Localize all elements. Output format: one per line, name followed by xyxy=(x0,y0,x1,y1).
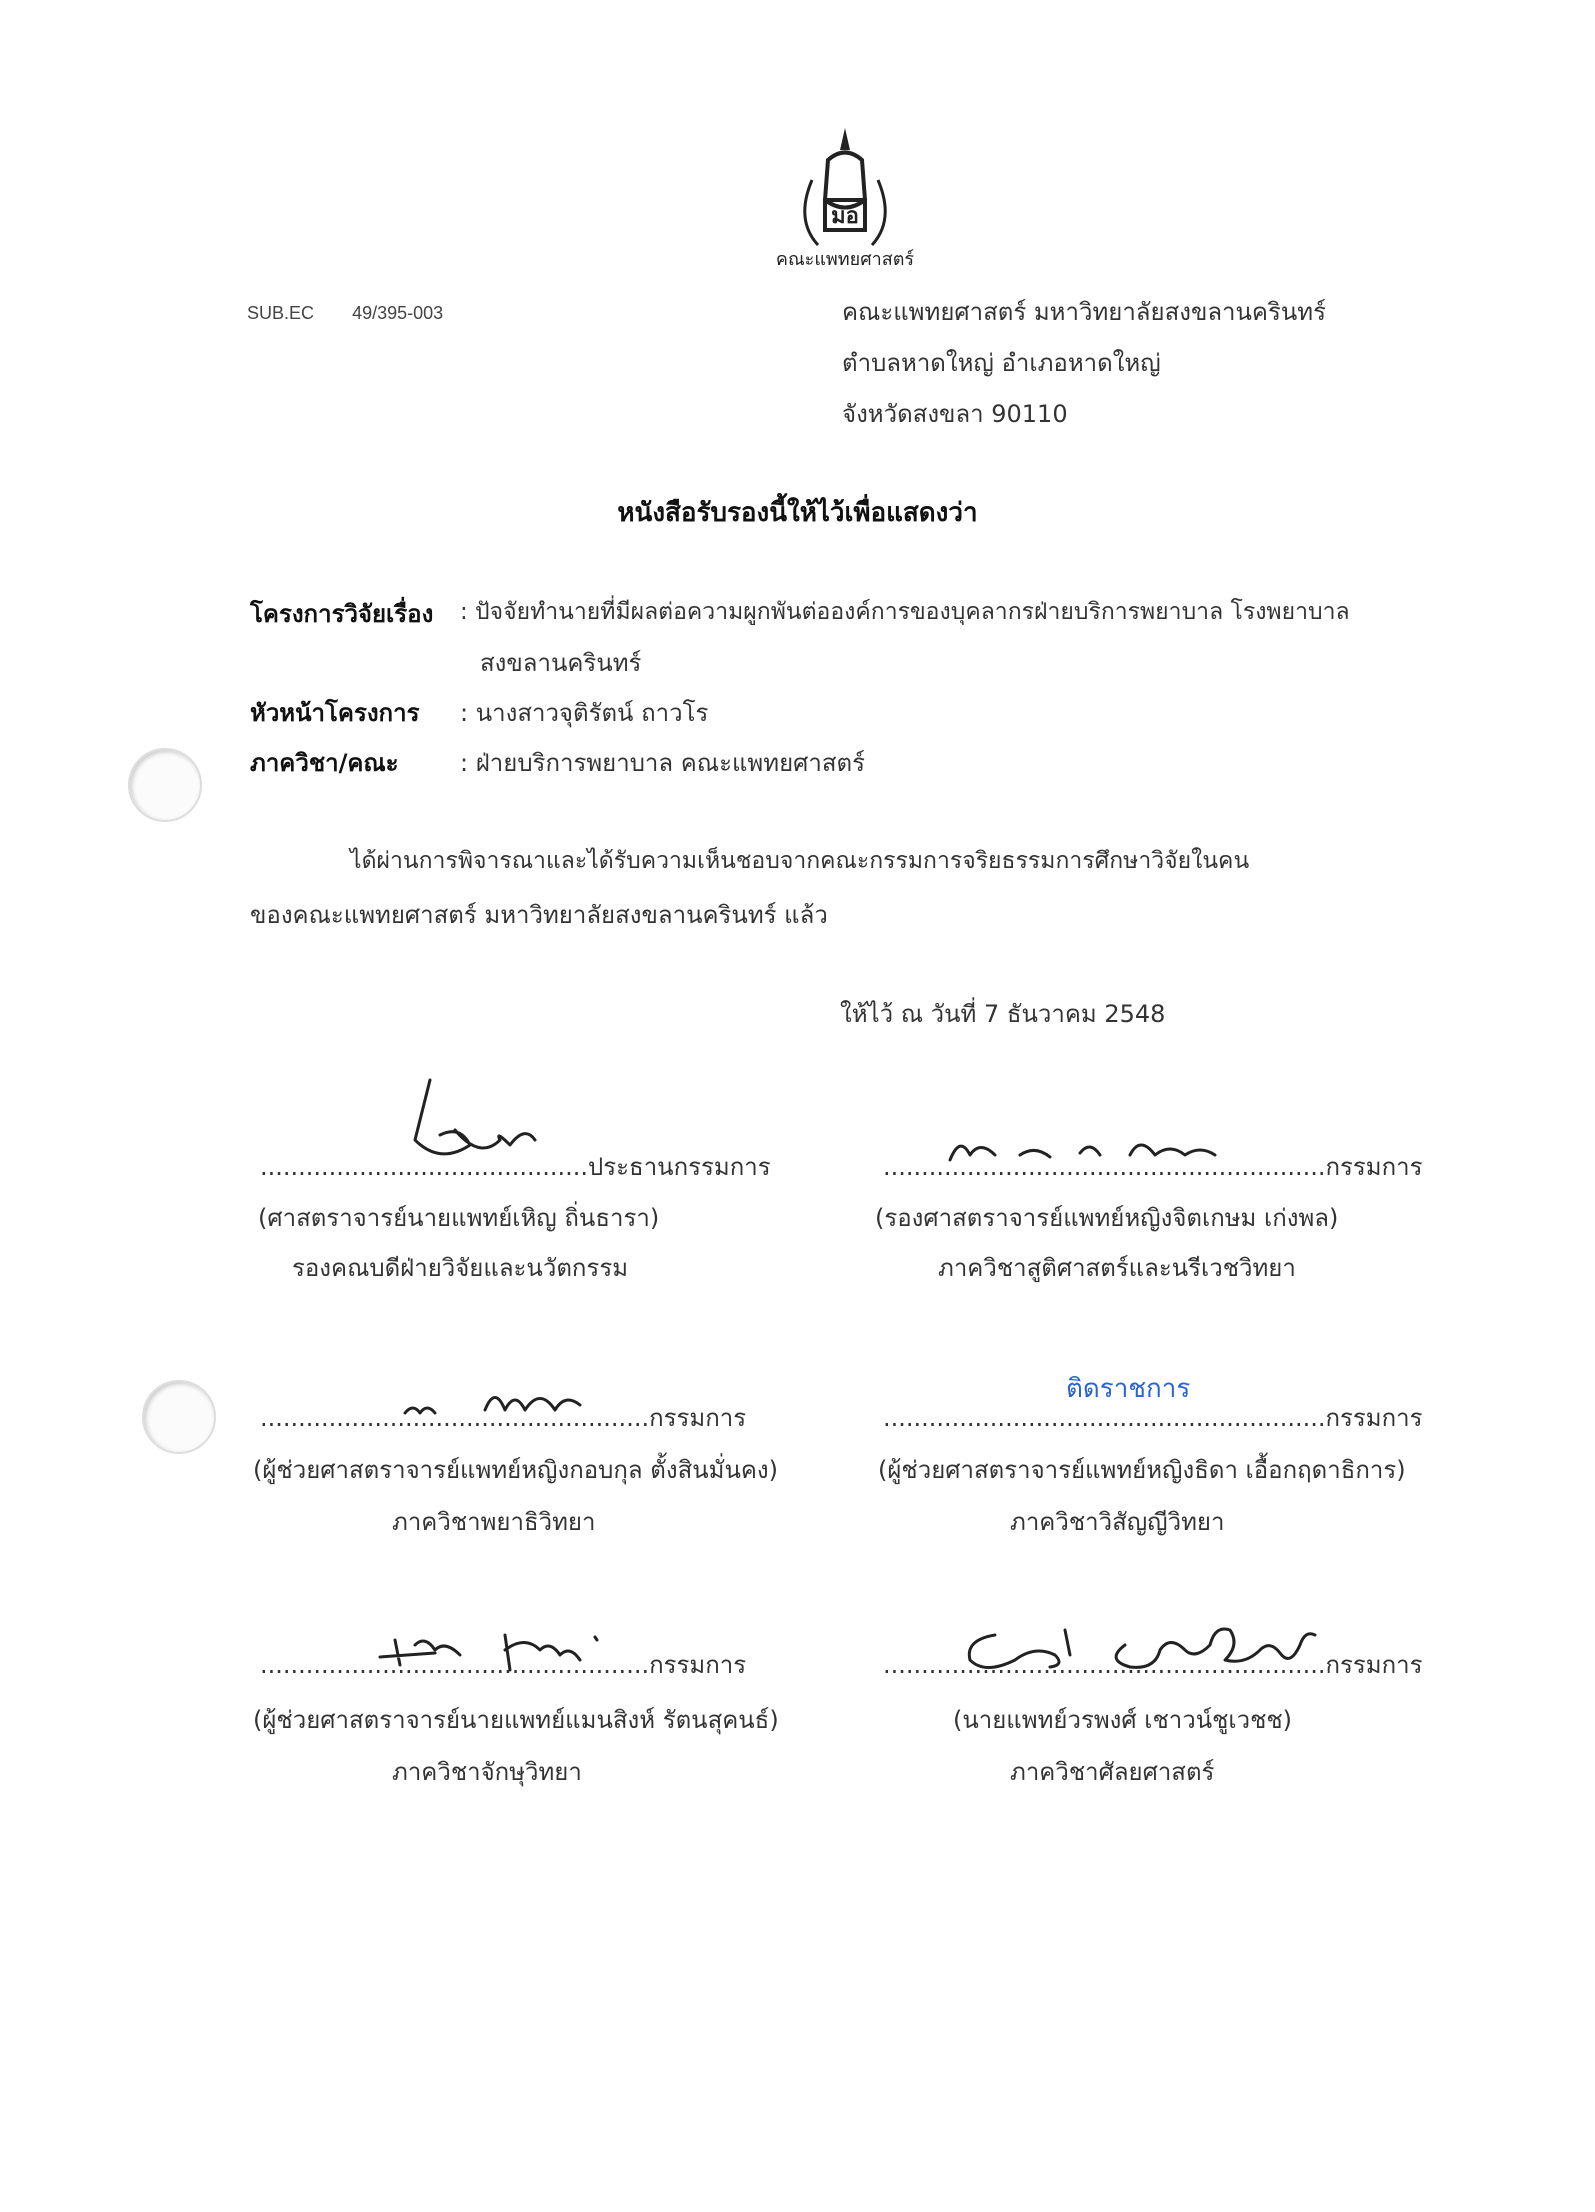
signatory-4-name: (ผู้ช่วยศาสตราจารย์แพทย์หญิงธิดา เอื้อกฤดาธิการ) xyxy=(878,1456,1406,1484)
away-on-duty-stamp: ติดราชการ xyxy=(1066,1374,1191,1404)
signatory-6-line: ..........................................................กรรมการ xyxy=(883,1651,1423,1679)
signatory-1-line: ...........................................ประธานกรรมการ xyxy=(260,1153,771,1181)
faculty-logo xyxy=(770,120,920,270)
signatory-4-line: ..........................................................กรรมการ xyxy=(883,1404,1423,1432)
signatory-6-name: (นายแพทย์วรพงศ์ เชาวน์ชูเวชช) xyxy=(953,1706,1293,1734)
address-line-3: จังหวัดสงขลา 90110 xyxy=(842,400,1068,428)
signatory-3-name: (ผู้ช่วยศาสตราจารย์แพทย์หญิงกอบกุล ตั้งสินมั่นคง) xyxy=(253,1456,778,1484)
svg-text:คณะแพทยศาสตร์: คณะแพทยศาสตร์ xyxy=(775,249,915,270)
signatory-3-position: ภาควิชาพยาธิวิทยา xyxy=(392,1508,596,1536)
project-title-line-2: สงขลานครินทร์ xyxy=(480,649,642,677)
project-head-label: หัวหน้าโครงการ xyxy=(250,699,420,727)
punch-hole-bottom xyxy=(142,1380,216,1454)
department-value: : ฝ่ายบริการพยาบาล คณะแพทยศาสตร์ xyxy=(460,749,865,777)
signatory-5-name: (ผู้ช่วยศาสตราจารย์นายแพทย์แมนสิงห์ รัตนสุคนธ์) xyxy=(253,1706,779,1734)
signatory-3-line: ...................................................กรรมการ xyxy=(260,1404,747,1432)
project-head-value: : นางสาวจุติรัตน์ ถาวโร xyxy=(460,699,709,727)
signatory-4-position: ภาควิชาวิสัญญีวิทยา xyxy=(1010,1508,1225,1536)
punch-hole-top xyxy=(128,748,202,822)
approval-statement-line-1: ได้ผ่านการพิจารณาและได้รับความเห็นชอบจากคณะกรรมการจริยธรรมการศึกษาวิจัยในคน xyxy=(350,848,1250,874)
reference-prefix: SUB.EC xyxy=(247,303,315,323)
project-label: โครงการวิจัยเรื่อง xyxy=(250,600,434,628)
address-line-1: คณะแพทยศาสตร์ มหาวิทยาลัยสงขลานครินทร์ xyxy=(842,298,1326,326)
project-title-line-1: : ปัจจัยทำนายที่มีผลต่อความผูกพันต่อองค์การของบุคลากรฝ่ายบริการพยาบาล โรงพยาบาล xyxy=(460,599,1350,625)
address-line-2: ตำบลหาดใหญ่ อำเภอหาดใหญ่ xyxy=(842,349,1161,377)
approval-statement-line-2: ของคณะแพทยศาสตร์ มหาวิทยาลัยสงขลานครินทร์ แล้ว xyxy=(250,901,828,929)
signatory-2-line: ..........................................................กรรมการ xyxy=(883,1153,1423,1181)
signatory-5-position: ภาควิชาจักษุวิทยา xyxy=(392,1758,582,1786)
signatory-2-position: ภาควิชาสูติศาสตร์และนรีเวชวิทยา xyxy=(938,1254,1296,1282)
reference-number xyxy=(247,303,443,324)
issue-date: ให้ไว้ ณ วันที่ 7 ธันวาคม 2548 xyxy=(840,1000,1166,1028)
signatory-5-line: ...................................................กรรมการ xyxy=(260,1651,747,1679)
signatory-2-name: (รองศาสตราจารย์แพทย์หญิงจิตเกษม เก่งพล) xyxy=(875,1204,1339,1232)
signatory-1-name: (ศาสตราจารย์นายแพทย์เหิญ ถิ่นธารา) xyxy=(258,1204,660,1232)
signatory-6-position: ภาควิชาศัลยศาสตร์ xyxy=(1010,1758,1215,1786)
document-title: หนังสือรับรองนี้ให้ไว้เพื่อแสดงว่า xyxy=(617,498,978,528)
reference-code: 49/395-003 xyxy=(352,303,444,323)
signatory-1-position: รองคณบดีฝ่ายวิจัยและนวัตกรรม xyxy=(292,1254,629,1282)
svg-text:มอ: มอ xyxy=(831,204,859,229)
department-label: ภาควิชา/คณะ xyxy=(250,749,399,777)
